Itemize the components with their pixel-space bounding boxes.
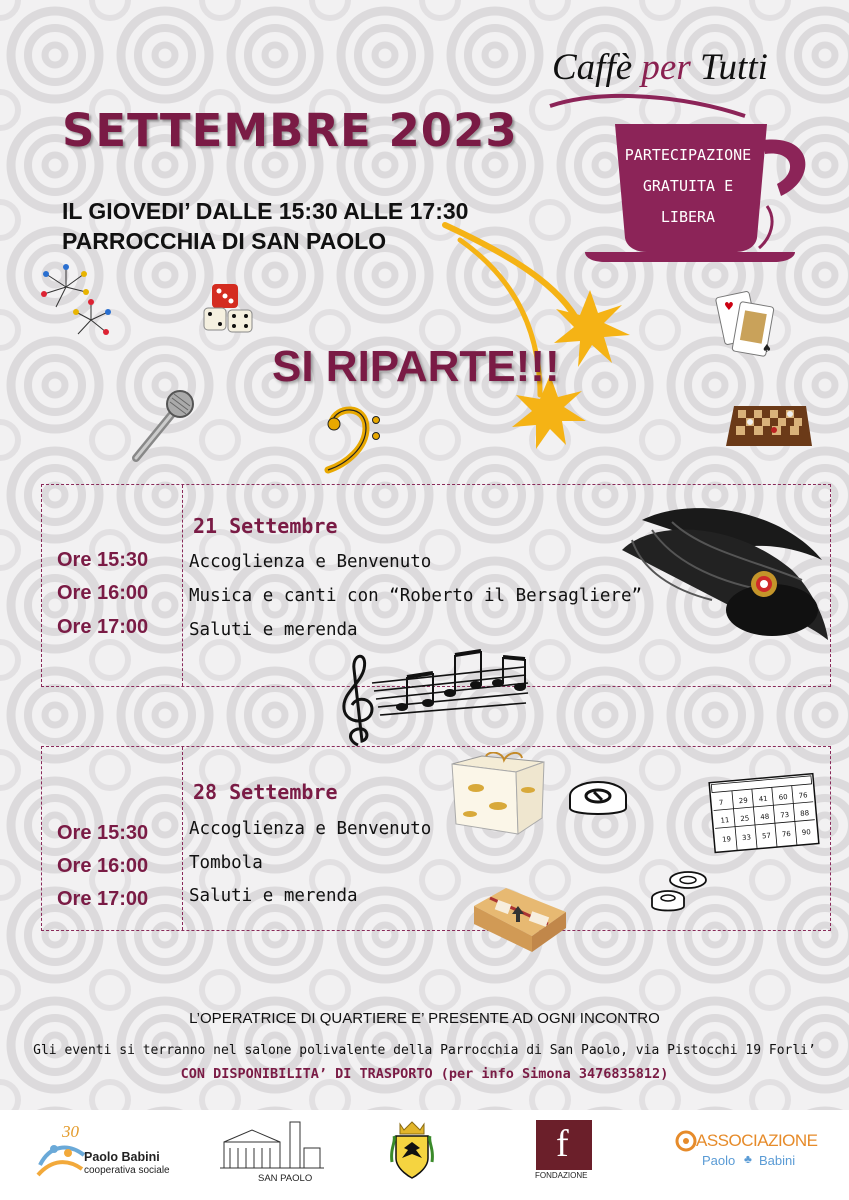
slogan: SI RIPARTE!!! (272, 342, 560, 391)
event-2-activity-2: Tombola (189, 853, 263, 873)
cup-line-3: LIBERA (660, 208, 716, 226)
event-1-activity-3: Saluti e merenda (189, 620, 358, 640)
flower-icon (675, 1130, 697, 1152)
babini-sub: cooperativa sociale (84, 1165, 170, 1176)
tombola-number: 7 (718, 798, 724, 807)
transport-note: CON DISPONIBILITA’ DI TRASPORTO (per info Simona 3476835812) (180, 1066, 669, 1082)
event-1-time-1: Ore 15:30 (57, 549, 149, 571)
babini-number: 30 (62, 1122, 79, 1141)
fondazione-label: FONDAZIONE (535, 1171, 588, 1180)
associazione-title: ASSOCIAZIONE (696, 1131, 818, 1150)
tombola-number: 57 (761, 831, 772, 841)
bass-clef-icon (322, 402, 382, 474)
tombola-number: 90 (801, 828, 812, 837)
location: PARROCCHIA DI SAN PAOLO (62, 228, 387, 254)
san-paolo-church-logo (220, 1118, 324, 1170)
sanpaolo-label: SAN PAOLO (258, 1173, 313, 1184)
venue-note: Gli eventi si terranno nel salone polivalente della Parrocchia di San Paolo, via Pistocchi 19 Forli’ (33, 1043, 816, 1058)
people-icon: ♣ (744, 1152, 752, 1166)
tombola-number: 41 (758, 794, 769, 804)
tombola-number: 11 (720, 816, 730, 825)
tombola-card-icon (708, 772, 822, 854)
babini-name: Paolo Babini (84, 1150, 160, 1164)
tombola-token-icon (566, 778, 630, 828)
tombola-tokens-icon (648, 870, 710, 918)
event-1-time-3: Ore 17:00 (57, 616, 149, 638)
event-1-activity-1: Accoglienza e Benvenuto (189, 552, 432, 572)
operator-note: L’OPERATRICE DI QUARTIERE E’ PRESENTE AD OGNI INCONTRO (189, 1010, 660, 1027)
fireworks-icon (36, 262, 116, 342)
brand-title: Caffè per Tutti (552, 47, 768, 88)
event-2-time-3: Ore 17:00 (57, 888, 149, 910)
tombola-number: 29 (738, 796, 749, 806)
tombola-number: 25 (740, 814, 750, 824)
event-1-time-2: Ore 16:00 (57, 582, 149, 604)
tombola-number: 60 (778, 792, 788, 802)
shooting-stars-icon (440, 215, 660, 460)
music-notes-icon (338, 645, 530, 750)
tombola-number: 76 (798, 791, 808, 800)
tombola-number: 73 (779, 810, 790, 820)
chessboard-icon (724, 402, 814, 450)
dice-icon (202, 282, 256, 336)
tombola-number: 48 (760, 812, 770, 822)
microphone-icon (128, 388, 198, 464)
event-2-time-2: Ore 16:00 (57, 855, 149, 877)
cup-line-1: PARTECIPAZIONE (624, 146, 752, 164)
time-range: IL GIOVEDI’ DALLE 15:30 ALLE 17:30 (62, 198, 469, 224)
gift-box-icon (446, 752, 550, 836)
parcel-icon (466, 884, 572, 954)
event-2-activity-3: Saluti e merenda (189, 886, 358, 906)
cup-line-2: GRATUITA E (642, 177, 734, 195)
playing-cards-icon (712, 290, 778, 360)
event-date-1: 21 Settembre (193, 514, 338, 538)
page-title: SETTEMBRE 2023 (62, 104, 518, 157)
svg-text:♠: ♠ (762, 342, 772, 355)
bersagliere-hat-icon (612, 500, 834, 652)
event-1-activity-2: Musica e canti con “Roberto il Bersagliere” (189, 586, 643, 606)
fondazione-letter: f (556, 1123, 569, 1165)
tombola-number: 88 (799, 809, 810, 818)
tombola-number: 19 (721, 835, 732, 844)
tombola-number: 76 (781, 829, 792, 839)
associazione-name-1: Paolo (702, 1153, 736, 1168)
event-2-time-1: Ore 15:30 (57, 822, 149, 844)
event-date-2: 28 Settembre (193, 780, 338, 804)
schedule-info (62, 196, 468, 256)
tombola-number: 33 (741, 833, 752, 843)
svg-text:♥: ♥ (724, 300, 734, 313)
associazione-name-2: Babini (759, 1153, 796, 1168)
event-2-activity-1: Accoglienza e Benvenuto (189, 819, 432, 839)
city-crest-logo (388, 1118, 436, 1182)
